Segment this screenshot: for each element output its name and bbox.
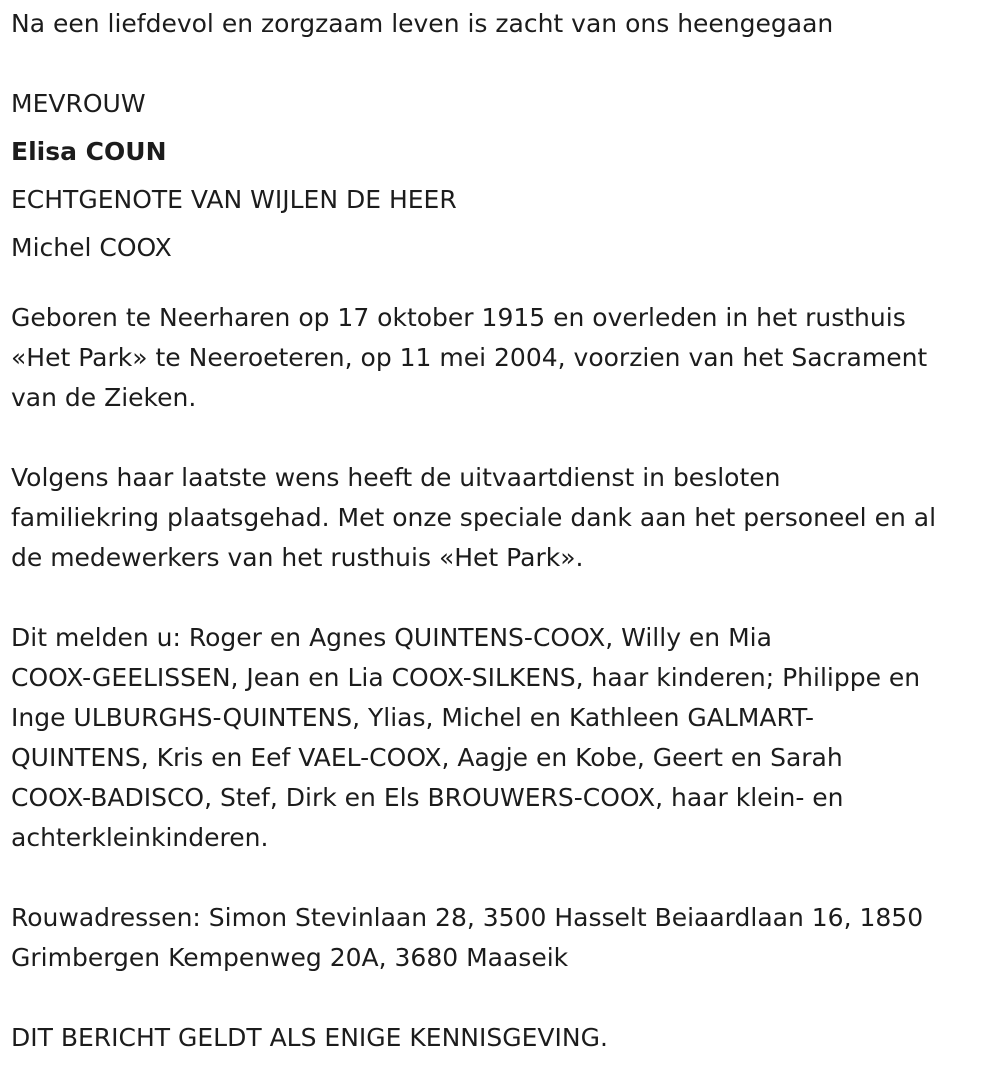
paragraph-line: Inge ULBURGHS-QUINTENS, Ylias, Michel en Kathleen GALMART- <box>11 703 815 732</box>
paragraph-line: Rouwadressen: Simon Stevinlaan 28, 3500 Hasselt Beiaardlaan 16, 1850 <box>11 903 924 932</box>
paragraph-line: Geboren te Neerharen op 17 oktober 1915 en overleden in het rusthuis <box>11 303 906 332</box>
spouse-label: ECHTGENOTE VAN WIJLEN DE HEER <box>11 185 457 214</box>
spacer <box>11 418 991 458</box>
paragraph-line: COOX-BADISCO, Stef, Dirk en Els BROUWERS-COOX, haar klein- en <box>11 783 844 812</box>
spacer <box>11 978 991 1018</box>
paragraph-line: Grimbergen Kempenweg 20A, 3680 Maaseik <box>11 943 569 972</box>
intro-line: Na een liefdevol en zorgzaam leven is zacht van ons heengegaan <box>11 9 834 38</box>
paragraph-line: COOX-GEELISSEN, Jean en Lia COOX-SILKENS, haar kinderen; Philippe en <box>11 663 921 692</box>
paragraph-line: van de Zieken. <box>11 383 197 412</box>
title-prefix: MEVROUW <box>11 89 146 118</box>
birth-paragraph <box>11 298 991 418</box>
spacer <box>11 44 991 84</box>
addresses-paragraph <box>11 898 991 978</box>
obituary-notice <box>11 4 991 1058</box>
spacer <box>11 578 991 618</box>
paragraph-line: Volgens haar laatste wens heeft de uitvaartdienst in besloten <box>11 463 781 492</box>
paragraph-line: familiekring plaatsgehad. Met onze speciale dank aan het personeel en al <box>11 503 937 532</box>
spacer <box>11 858 991 898</box>
closing-line: DIT BERICHT GELDT ALS ENIGE KENNISGEVING. <box>11 1023 608 1052</box>
paragraph-line: achterkleinkinderen. <box>11 823 269 852</box>
spouse-name: Michel COOX <box>11 233 172 262</box>
paragraph-line: QUINTENS, Kris en Eef VAEL-COOX, Aagje en Kobe, Geert en Sarah <box>11 743 843 772</box>
family-paragraph <box>11 618 991 858</box>
paragraph-line: Dit melden u: Roger en Agnes QUINTENS-COOX, Willy en Mia <box>11 623 772 652</box>
funeral-paragraph <box>11 458 991 578</box>
paragraph-line: de medewerkers van het rusthuis «Het Park». <box>11 543 584 572</box>
deceased-name: Elisa COUN <box>11 137 167 166</box>
paragraph-line: «Het Park» te Neeroeteren, op 11 mei 2004, voorzien van het Sacrament <box>11 343 928 372</box>
spacer <box>11 276 991 298</box>
